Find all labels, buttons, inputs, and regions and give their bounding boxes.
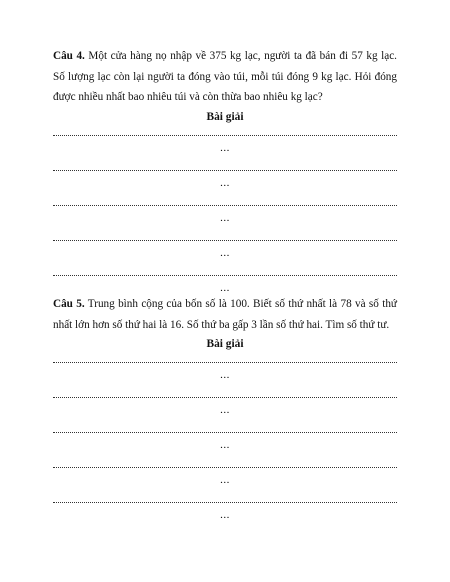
answer-line <box>53 162 397 197</box>
dotted-rule <box>53 135 397 136</box>
line-marker: ... <box>220 281 230 294</box>
problem-5-answer-area <box>53 354 397 529</box>
line-marker: ... <box>220 176 230 189</box>
problem-4-answer-area <box>53 127 397 302</box>
dotted-rule <box>53 432 397 433</box>
dotted-rule <box>53 205 397 206</box>
problem-4-label: Câu 4. <box>53 50 85 62</box>
answer-line <box>53 232 397 267</box>
problem-4-question <box>53 46 397 108</box>
problem-5-question <box>53 294 397 335</box>
problem-4 <box>53 46 397 302</box>
line-marker: ... <box>220 404 230 416</box>
problem-5 <box>53 294 397 529</box>
answer-line <box>53 197 397 232</box>
answer-line <box>53 459 397 494</box>
problem-4-solution-title: Bài giải <box>206 110 244 123</box>
answer-line <box>53 127 397 162</box>
dotted-rule <box>53 397 397 398</box>
line-marker: ... <box>220 369 230 381</box>
line-marker: ... <box>220 211 230 224</box>
answer-line <box>53 354 397 389</box>
line-marker: ... <box>220 509 230 521</box>
problem-5-solution-title: Bài giải <box>206 338 244 350</box>
answer-line <box>53 389 397 424</box>
dotted-rule <box>53 362 397 363</box>
dotted-rule <box>53 170 397 171</box>
line-marker: ... <box>220 439 230 451</box>
line-marker: ... <box>220 141 230 154</box>
answer-line <box>53 494 397 529</box>
problem-5-text: Trung bình cộng của bốn số là 100. Biết số thứ nhất là 78 và số thứ nhất lớn hơn số thứ hai là 16. Số thứ ba gấp 3 lần số thứ hai. Tìm số thứ tư. <box>53 298 397 331</box>
dotted-rule <box>53 275 397 276</box>
line-marker: ... <box>220 474 230 486</box>
line-marker: ... <box>220 246 230 259</box>
dotted-rule <box>53 240 397 241</box>
problem-4-text: Một cửa hàng nọ nhập về 375 kg lạc, người ta đã bán đi 57 kg lạc. Số lượng lạc còn lại người ta đóng vào túi, mỗi túi đóng 9 kg lạc. Hỏi đóng được nhiều nhất bao nhiêu túi và còn thừa bao nhiêu kg lạc? <box>53 50 397 103</box>
dotted-rule <box>53 467 397 468</box>
dotted-rule <box>53 502 397 503</box>
problem-5-label: Câu 5. <box>53 298 85 310</box>
answer-line <box>53 424 397 459</box>
